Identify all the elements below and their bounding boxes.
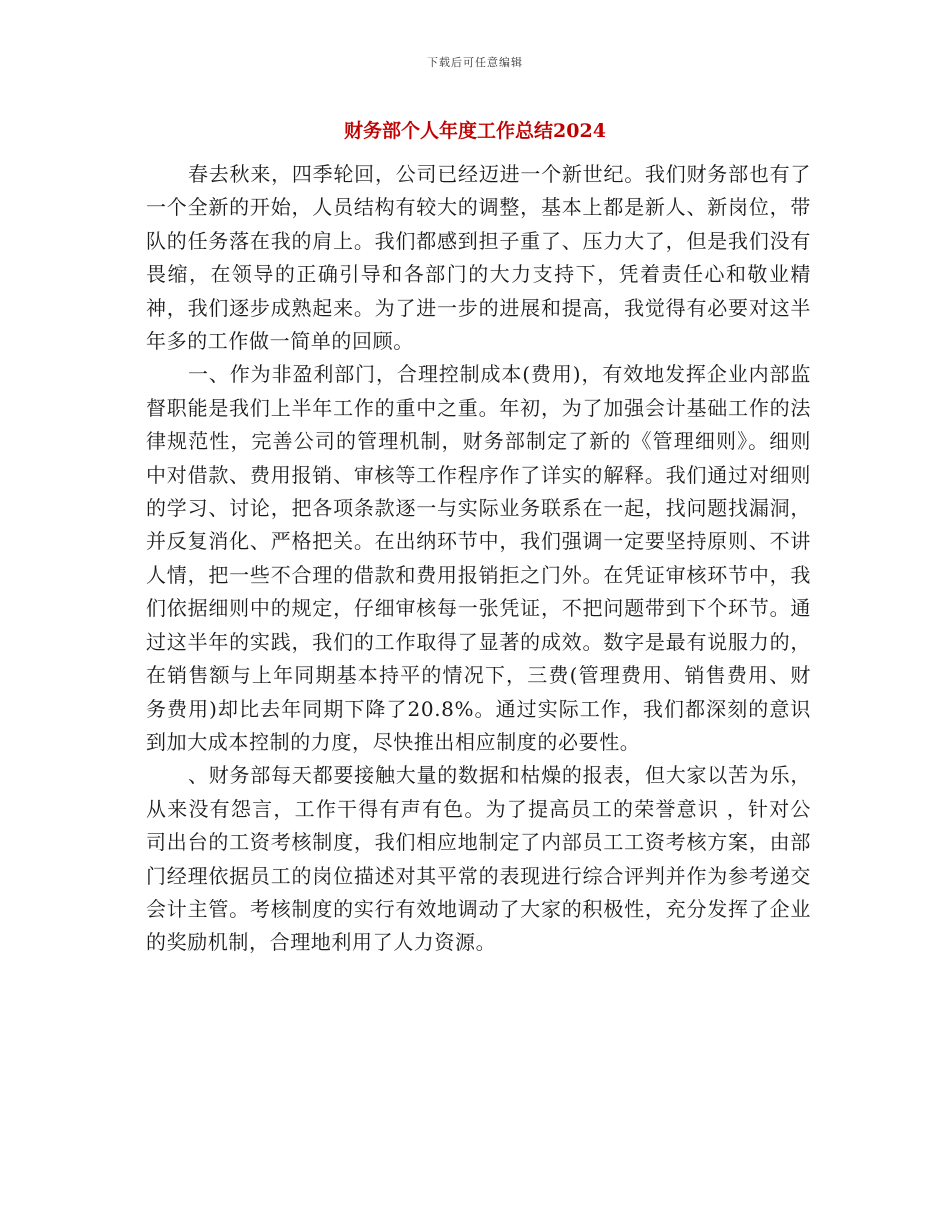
- paragraph-salary-assessment: 、财务部每天都要接触大量的数据和枯燥的报表，但大家以苦为乐，从来没有怨言，工作干得有声有色。为了提高员工的荣誉意识 ，针对公司出台的工资考核制度，我们相应地制定了内部员工工资考核方案，由部门经理依据员工的岗位描述对其平常的表现进行综合评判并作为参考递交会计主管。考核制度的实行有效地调动了大家的积极性，充分发挥了企业的奖励机制，合理地利用了人力资源。: [146, 763, 811, 955]
- document-body: [146, 158, 811, 960]
- paragraph-intro: 春去秋来，四季轮回，公司已经迈进一个新世纪。我们财务部也有了一个全新的开始，人员结构有较大的调整，基本上都是新人、新岗位，带队的任务落在我的肩上。我们都感到担子重了、压力大了，但是我们没有畏缩，在领导的正确引导和各部门的大力支持下，凭着责任心和敬业精神，我们逐步成熟起来。为了进一步的进展和提高，我觉得有必要对这半年多的工作做一简单的回顾。: [146, 162, 811, 354]
- document-title: 财务部个人年度工作总结2024: [344, 120, 606, 142]
- header-note: 下载后可任意编辑: [427, 56, 523, 69]
- paragraph-cost-control: 一、作为非盈利部门，合理控制成本(费用)，有效地发挥企业内部监督职能是我们上半年工作的重中之重。年初，为了加强会计基础工作的法律规范性，完善公司的管理机制，财务部制定了新的《管理细则》。细则中对借款、费用报销、审核等工作程序作了详实的解释。我们通过对细则的学习、讨论，把各项条款逐一与实际业务联系在一起，找问题找漏洞，并反复消化、严格把关。在出纳环节中，我们强调一定要坚持原则、不讲人情，把一些不合理的借款和费用报销拒之门外。在凭证审核环节中，我们依据细则中的规定，仔细审核每一张凭证，不把问题带到下个环节。通过这半年的实践，我们的工作取得了显著的成效。数字是最有说服力的，在销售额与上年同期基本持平的情况下，三费(管理费用、销售费用、财务费用)却比去年同期下降了20.8%。通过实际工作，我们都深刻的意识到加大成本控制的力度，尽快推出相应制度的必要性。: [146, 362, 811, 754]
